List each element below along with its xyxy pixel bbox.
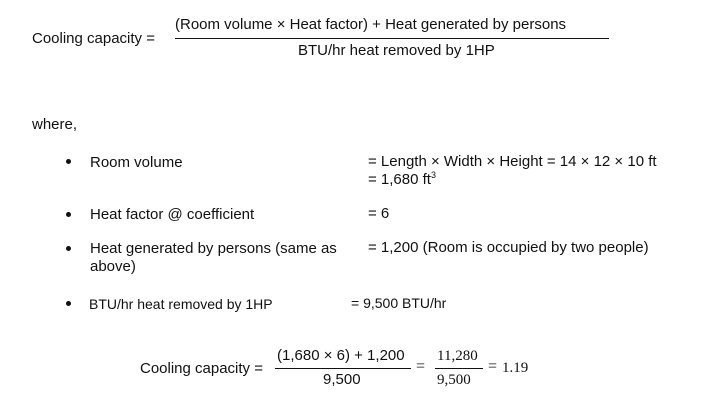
item-label: Heat factor @ coefficient [90,206,255,223]
bottom-formula-denominator-2: 9,500 [437,372,471,388]
bottom-formula-numerator-2: 11,280 [437,348,478,364]
item-value: = 6 [368,205,390,222]
bullet-icon [66,246,71,251]
item-value-base: = 1,680 ft [368,171,431,188]
bottom-formula-lhs: Cooling capacity = [140,360,263,377]
top-formula-fraction-bar [175,38,609,39]
top-formula-numerator: (Room volume × Heat factor) + Heat generated by persons [175,16,567,33]
bullet-icon [66,159,71,164]
bottom-formula-numerator-1: (1,680 × 6) + 1,200 [277,347,405,364]
item-value-continued [368,171,436,189]
top-formula-lhs: Cooling capacity = [32,30,155,47]
item-value: = 1,200 (Room is occupied by two people) [368,239,649,256]
equals-sign: = [488,358,498,375]
item-value-exponent: 3 [430,170,436,180]
where-label: where, [32,116,78,133]
item-label: BTU/hr heat removed by 1HP [89,296,273,312]
item-label: Room volume [90,154,183,171]
bullet-icon [66,301,71,306]
item-value: = Length × Width × Height = 14 × 12 × 10 ft [368,153,657,170]
item-label-continued: above) [90,258,136,275]
fraction-bar-1 [275,368,411,369]
top-formula-denominator: BTU/hr heat removed by 1HP [298,42,495,59]
bullet-icon [66,212,71,217]
bottom-formula-result: 1.19 [502,360,529,376]
equals-sign: = [416,358,426,375]
bottom-formula-denominator-1: 9,500 [323,371,361,388]
fraction-bar-2 [435,368,483,369]
item-value: = 9,500 BTU/hr [351,295,447,311]
item-label: Heat generated by persons (same as [90,240,337,257]
